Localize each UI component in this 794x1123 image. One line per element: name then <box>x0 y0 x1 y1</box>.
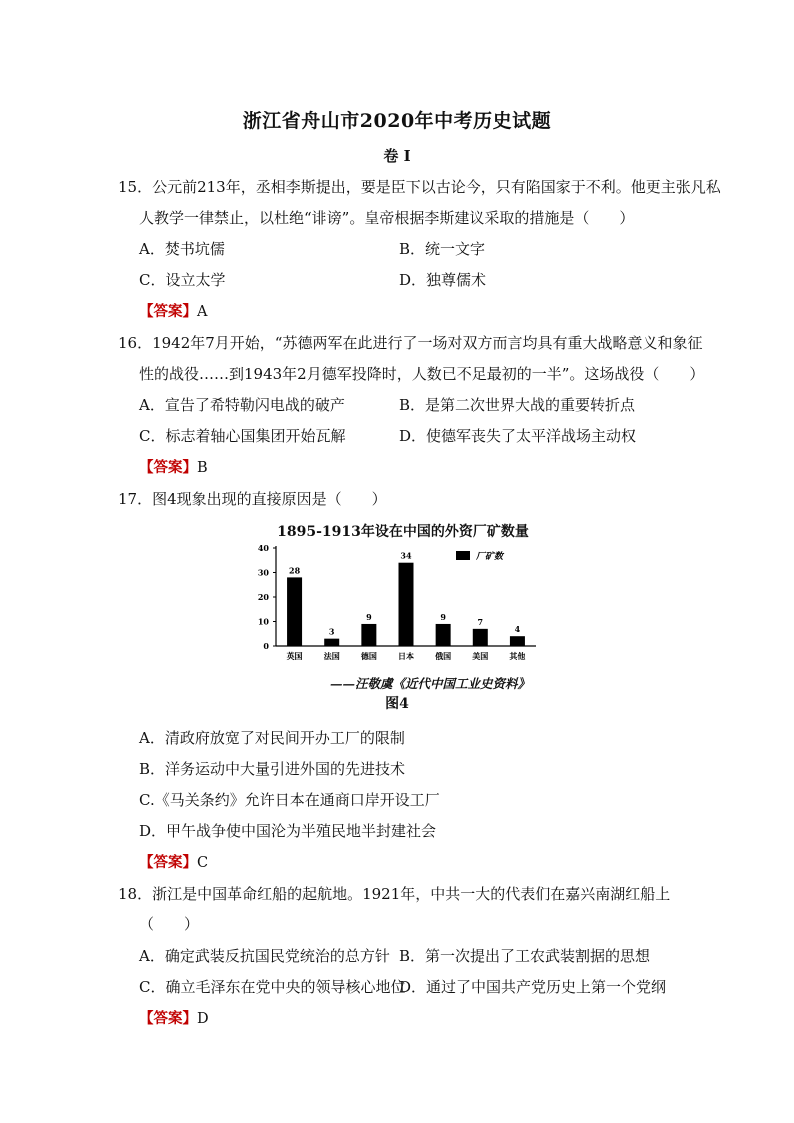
q18-stem-line2: （ ） <box>139 915 200 933</box>
q17-option-c: C.《马关条约》允许日本在通商口岸开设工厂 <box>139 791 440 809</box>
answer-tag: 【答案】 <box>139 1010 197 1027</box>
answer-value: B <box>197 460 208 476</box>
x-tick-label: 法国 <box>323 651 340 661</box>
q15-option-a: A．焚书坑儒 <box>139 240 225 258</box>
page-title: 浙江省舟山市2020年中考历史试题 <box>242 110 552 132</box>
q18-stem-line1: 18．浙江是中国革命红船的起航地。1921年，中共一大的代表们在嘉兴南湖红船上 <box>118 885 671 903</box>
x-tick-label: 美国 <box>472 651 489 661</box>
q18-option-b: B．第一次提出了工农武装割据的思想 <box>399 947 651 965</box>
answer-tag: 【答案】 <box>139 854 197 871</box>
q17-option-b: B．洋务运动中大量引进外国的先进技术 <box>139 760 406 778</box>
bar-2 <box>361 624 376 646</box>
q16-option-a: A．宣告了希特勒闪电战的破产 <box>139 396 345 414</box>
section-label: 卷 I <box>383 147 411 165</box>
q17-stem: 17．图4现象出现的直接原因是（ ） <box>118 490 387 508</box>
q17-option-a: A．清政府放宽了对民间开办工厂的限制 <box>139 729 405 747</box>
figure-caption: 图4 <box>385 696 409 712</box>
bar-value-label: 3 <box>328 626 335 637</box>
q16-answer <box>139 456 208 477</box>
q15-answer <box>139 300 207 321</box>
q17-option-d: D．甲午战争使中国沦为半殖民地半封建社会 <box>139 822 437 840</box>
y-tick-label: 30 <box>257 567 269 578</box>
q16-stem-line1: 16．1942年7月开始，“苏德两军在此进行了一场对双方而言均具有重大战略意义和象征 <box>118 334 703 352</box>
q15-stem-line2: 人教学一律禁止，以杜绝“诽谤”。皇帝根据李斯建议采取的措施是（ ） <box>139 209 635 227</box>
y-tick-label: 0 <box>263 641 269 651</box>
q16-option-c: C．标志着轴心国集团开始瓦解 <box>139 427 346 445</box>
bar-value-label: 7 <box>477 616 484 627</box>
chart-source: ——汪敬虞《近代中国工业史资料》 <box>329 676 530 691</box>
q18-option-c: C．确立毛泽东在党中央的领导核心地位 <box>139 978 406 996</box>
q16-stem-line2: 性的战役……到1943年2月德军投降时，人数已不足最初的一半”。这场战役（ ） <box>139 365 705 383</box>
legend-swatch <box>456 551 470 560</box>
x-tick-label: 英国 <box>286 651 303 661</box>
bar-1 <box>324 639 339 646</box>
answer-tag: 【答案】 <box>139 459 197 476</box>
x-tick-label: 日本 <box>398 651 414 661</box>
q15-option-c: C．设立太学 <box>139 271 226 289</box>
bar-value-label: 4 <box>514 624 521 635</box>
y-tick-label: 40 <box>257 543 269 553</box>
q18-option-d: D．通过了中国共产党历史上第一个党纲 <box>399 978 667 996</box>
bar-6 <box>510 636 525 646</box>
legend-label: 厂矿数 <box>476 552 504 562</box>
chart-title: 1895-1913年设在中国的外资厂矿数量 <box>277 524 529 540</box>
q16-option-b: B．是第二次世界大战的重要转折点 <box>399 396 636 414</box>
bar-4 <box>436 624 451 646</box>
q15-option-d: D．独尊儒术 <box>399 271 487 289</box>
answer-value: A <box>197 304 208 320</box>
y-tick-label: 10 <box>257 616 269 627</box>
q18-answer <box>139 1007 209 1028</box>
bar-0 <box>287 577 302 646</box>
q15-stem-line1: 15．公元前213年，丞相李斯提出，要是臣下以古论今，只有陷国家于不利。他更主张凡私 <box>118 178 721 196</box>
bar-3 <box>399 563 414 646</box>
bar-value-label: 34 <box>400 550 412 561</box>
q15-option-b: B．统一文字 <box>399 240 486 258</box>
x-tick-label: 俄国 <box>435 651 452 661</box>
q17-answer <box>139 851 208 872</box>
x-tick-label: 德国 <box>360 651 377 661</box>
answer-value: D <box>197 1011 209 1027</box>
bar-value-label: 28 <box>289 565 301 576</box>
x-tick-label: 其他 <box>509 651 526 661</box>
bar-chart <box>250 540 550 664</box>
y-tick-label: 20 <box>257 592 269 602</box>
bar-5 <box>473 629 488 646</box>
answer-value: C <box>197 855 209 871</box>
bar-value-label: 9 <box>440 611 446 622</box>
q18-option-a: A．确定武装反抗国民党统治的总方针 <box>139 947 390 965</box>
bar-value-label: 9 <box>366 611 372 622</box>
q16-option-d: D．使德军丧失了太平洋战场主动权 <box>399 427 637 445</box>
answer-tag: 【答案】 <box>139 303 197 320</box>
